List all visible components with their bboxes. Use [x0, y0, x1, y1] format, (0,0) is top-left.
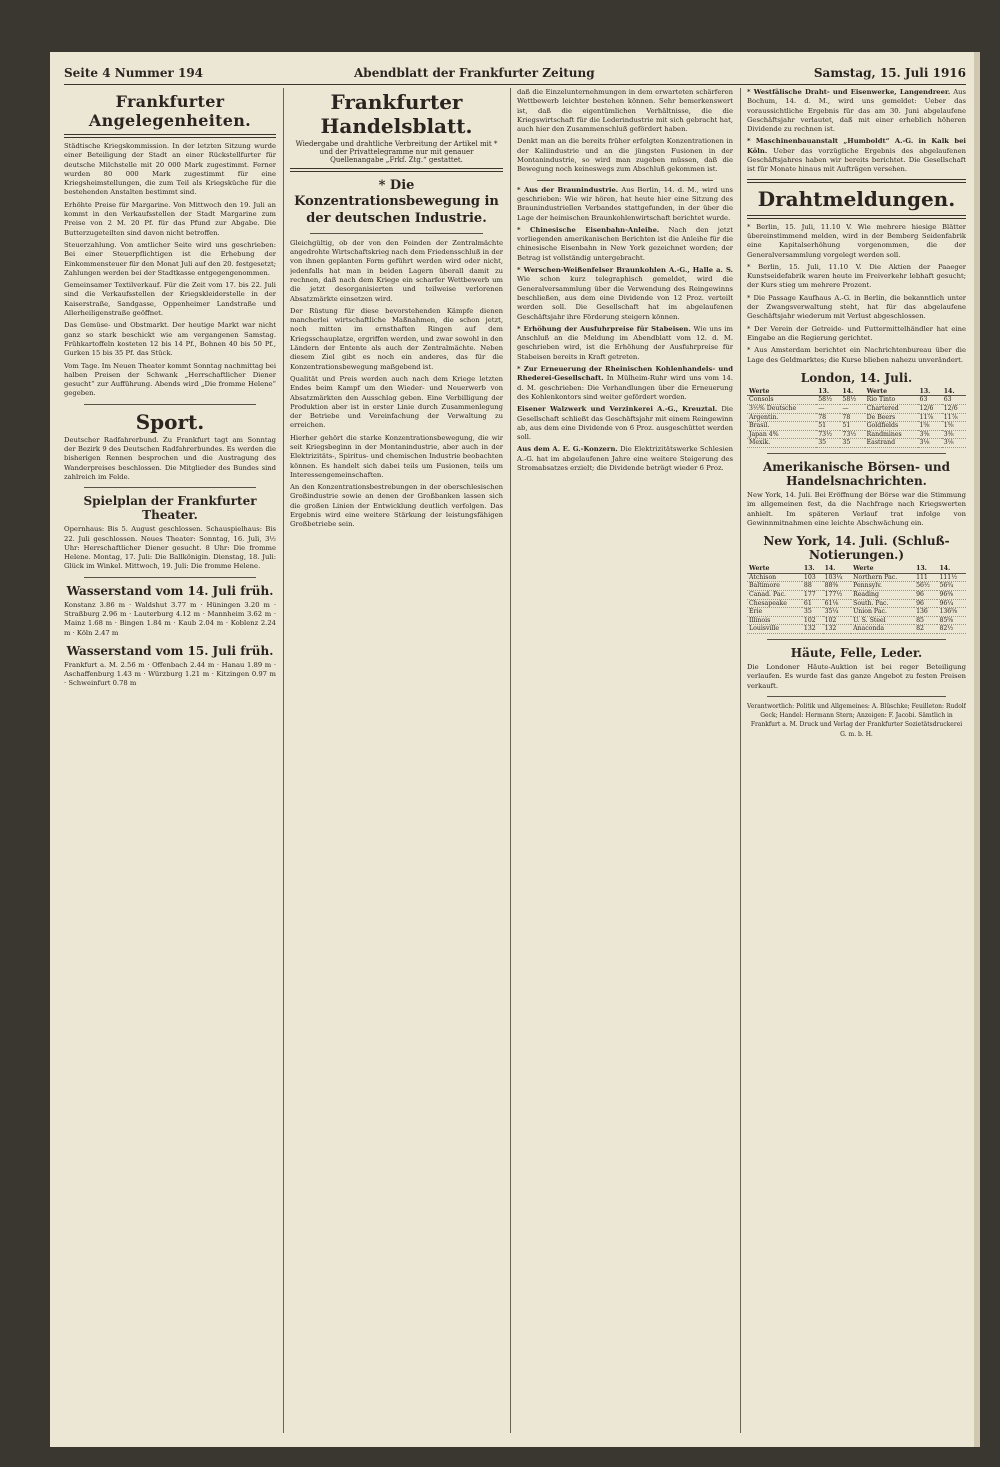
table-cell: 56¾ [937, 582, 966, 591]
table-cell: 177½ [823, 590, 852, 599]
table-row [747, 582, 966, 591]
london-market-table [747, 388, 966, 448]
table-cell: 73½ [816, 430, 840, 439]
table-cell: 58½ [816, 396, 840, 405]
notice-title: Aus dem A. E. G.-Konzern. [517, 445, 618, 454]
table-cell: 102 [823, 616, 852, 625]
table-cell: 136⅝ [937, 608, 966, 617]
column-business-notices [517, 88, 733, 1433]
table-cell: U. S. Steel [851, 616, 914, 625]
notice-title: * Chinesische Eisenbahn-Anleihe. [517, 225, 660, 234]
table-cell: 85⅝ [937, 616, 966, 625]
table-cell: 132 [802, 625, 823, 634]
notice-text: Aus Bochum, 14. d. M., wird uns gemeldet: Ueber das voraussichtliche Ergebnis für das am 30. Juni abgelaufene Geschäftsjahr verlautet, daß mit einer erheblich höheren Dividende zu rechnen ist. [747, 88, 966, 134]
table-cell: — [840, 405, 864, 414]
column-trade-paper [290, 88, 503, 1433]
article-paragraph: An den Konzentrationsbestrebungen in der oberschlesischen Großindustrie sowie an denen der Großbanken lassen sich die großen Linien der Entwicklung deutlich verfolgen. Das Ergebnis wird eine weitere Stärkung der leistungsfähigen Großbetriebe sein. [290, 483, 503, 529]
notice-text: Ueber das vorzügliche Ergebnis des abgelaufenen Geschäftsjahres haben wir bereits berichtet. Die Gesellschaft ist für Monate hinaus mit Aufträgen versehen. [747, 146, 966, 174]
column-telegrams-markets [747, 88, 966, 1433]
notice [517, 226, 733, 263]
table-row [747, 439, 966, 448]
table-cell: 35 [840, 439, 864, 448]
table-cell: Canad. Pac. [747, 590, 802, 599]
water-level-text: Konstanz 3.86 m · Waldshut 3.77 m · Hüningen 3.20 m · Straßburg 2.96 m · Lauterburg 4.12 m · Mannheim 3.62 m · Mainz 1.68 m · Bingen 1.84 m · Kaub 2.04 m · Koblenz 2.24 m · Köln 2.47 m [64, 600, 276, 637]
table-cell: Brasil. [747, 422, 816, 431]
table-cell: 103¼ [823, 573, 852, 582]
table-row [747, 590, 966, 599]
table-cell: 82 [914, 625, 937, 634]
separator [767, 639, 946, 640]
table-cell: Chesapeake [747, 599, 802, 608]
table-cell: Argentin. [747, 413, 816, 422]
separator [310, 233, 483, 234]
table-header-cell: 14. [840, 388, 864, 396]
table-cell: Baltimore [747, 582, 802, 591]
article-paragraph: Gleichgültig, ob der von den Feinden der Zentralmächte angedrohte Wirtschaftskrieg nach dem Friedensschluß in der von ihnen geplanten Form geführt werden wird oder nicht, jedenfalls hat man in beiden Lagern überall damit zu rechnen, daß nach dem Kriege ein scharfer Wettbewerb um die jetzt desorganisierten und teilweise verlorenen Absatzmärkte einsetzen wird. [290, 238, 503, 303]
telegram: * Berlin, 15. Juli, 11.10 V. Wie mehrere hiesige Blätter übereinstimmend melden, wird in der Bemberg Seidenfabrik eine Kapitalserhöhung vorgenommen, die der Generalversammlung vorgelegt werden soll. [747, 222, 966, 259]
column-local-news [64, 88, 276, 1433]
table-row [747, 625, 966, 634]
article-paragraph: Denkt man an die bereits früher erfolgten Konzentrationen in der Kaliindustrie und an die jüngsten Fusionen in der Montanindustrie, so wird man zugeben müssen, daß die Bewegung noch keineswegs zum Abschluß gekommen ist. [517, 137, 733, 174]
table-cell: 103 [802, 573, 823, 582]
table-row [747, 396, 966, 405]
table-cell: 12/6 [918, 405, 942, 414]
table-cell: 1⅝ [942, 422, 966, 431]
article-paragraph: Erhöhte Preise für Margarine. Von Mittwoch den 19. Juli an kommt in den Verkaufsstellen der Stadt Margarine zum Preise von 2 M. 20 Pf. für das Pfund zur Abgabe. Die Butterzugeteilten sind davon nicht betroffen. [64, 200, 276, 237]
table-row [747, 608, 966, 617]
table-header-cell: 13. [914, 565, 937, 573]
notice [517, 325, 733, 362]
table-cell: — [816, 405, 840, 414]
table-cell: 61 [802, 599, 823, 608]
sport-paragraph: Deutscher Radfahrerbund. Zu Frankfurt tagt am Sonntag der Bezirk 9 des Deutschen Radfahrerbundes. Es werden die bisherigen Rennen besprochen und die Austragung des Wanderpreises beschlossen. Die Mitglieder des Bundes sind zahlreich im Felde. [64, 435, 276, 481]
separator [767, 453, 946, 454]
table-cell: 136 [914, 608, 937, 617]
table-cell: 111½ [937, 573, 966, 582]
double-rule [747, 179, 966, 183]
telegrams-title: Drahtmeldungen. [757, 186, 956, 211]
table-cell: 102 [802, 616, 823, 625]
double-rule [747, 215, 966, 219]
table-cell: Pennsylv. [851, 582, 914, 591]
notice-text: Wie uns im Anschluß an die Meldung im Abendblatt vom 12. d. M. geschrieben wird, ist die Erhöhung der Ausfuhrpreise für Stabeisen bereits in Kraft getreten. [517, 324, 733, 361]
section-subtitle: Wiedergabe und drahtliche Verbreitung der Artikel mit * und der Privattelegramme nur mit genauer Quellenangabe „Frkf. Ztg.“ gestattet. [295, 140, 498, 164]
notice-text: In Mülheim-Ruhr wird uns vom 14. d. M. geschrieben: Die Verhandlungen über die Erneuerung des Kohlenkontors sind weiter gefördert worden. [517, 374, 733, 401]
notice-text: Nach den jetzt vorliegenden amerikanischen Berichten ist die Anleihe für die chinesische Eisenbahn in New York gezeichnet worden; der Betrag ist vollständig untergebracht. [517, 225, 733, 262]
section-title: Frankfurter Angelegenheiten. [88, 92, 252, 130]
table-cell: Japan 4% [747, 430, 816, 439]
table-cell: 3½% Deutsche [747, 405, 816, 414]
notice [517, 405, 733, 442]
table-header-cell: 13. [816, 388, 840, 396]
notice-text: Die Gesellschaft schließt das Geschäftsjahr mit einem Reingewinn ab, aus dem eine Dividende von 6 Proz. ausgeschüttet werden soll. [517, 405, 733, 442]
article-paragraph: Qualität und Preis werden auch nach dem Kriege letzten Endes beim Kampf um den Wieder- und Neuerwerb von Absatzmärkten den Ausschlag geben. Eine Verbilligung der Produktion aber ist in erster Linie durch Zusammenlegung der Betriebe und Vereinfachung der Verwaltung zu erreichen. [290, 374, 503, 430]
table-cell: 177 [802, 590, 823, 599]
notice [517, 266, 733, 322]
table-cell: 132 [823, 625, 852, 634]
table-cell: 96¼ [937, 599, 966, 608]
table-cell: Northern Pac. [851, 573, 914, 582]
table-cell: 3⅜ [918, 430, 942, 439]
notice-text: Die Elektrizitätswerke Schlesien A.-G. hat im abgelaufenen Jahre eine weitere Steigerung des Stromabsatzes erzielt; die Dividende beträgt wieder 6 Proz. [517, 445, 733, 472]
american-title: Amerikanische Börsen- und Handelsnachrichten. [762, 459, 951, 488]
table-cell: Union Pac. [851, 608, 914, 617]
theater-paragraph: Opernhaus: Bis 5. August geschlossen. Schauspielhaus: Bis 22. Juli geschlossen. Neues Theater: Sonntag, 16. Juli, 3½ Uhr: Herrschaftlicher Diener gesucht. 8 Uhr: Die fromme Helene. Montag, 17. Juli: Die Ballkönigin. Dienstag, 18. Juli: Glück im Winkel. Mittwoch, 19. Juli: Die fromme Helene. [64, 525, 276, 571]
separator [84, 404, 256, 405]
notice-title: * Erhöhung der Ausfuhrpreise für Stabeisen. [517, 324, 691, 333]
section-title: Frankfurter Handelsblatt. [320, 90, 473, 138]
table-cell: Reading [851, 590, 914, 599]
table-cell: De Beers [865, 413, 918, 422]
notice [517, 186, 733, 223]
table-cell: 35 [802, 608, 823, 617]
table-cell: Randmines [865, 430, 918, 439]
table-cell: Atchison [747, 573, 802, 582]
table-cell: Anaconda [851, 625, 914, 634]
table-cell: Eastrand [865, 439, 918, 448]
notice-title: * Maschinenbauanstalt „Humboldt“ A.-G. in Kalk bei Köln. [747, 137, 966, 155]
article-paragraph: Städtische Kriegskommission. In der letzten Sitzung wurde einer Beteiligung der Stadt an einer Rückstellfurter für deutsche Milchstelle mit 20 000 Mark zugestimmt. Ferner wurden 80 000 Mark zugestimmt für eine Kriegsheimstellungen, die zum Teil als Kriegsküche für die bestehenden Anstalten bestimmt sind. [64, 142, 276, 197]
table-header-cell: Werte [865, 388, 918, 396]
article-paragraph: Vom Tage. Im Neuen Theater kommt Sonntag nachmittag bei halben Preisen der Schwank „Herrschaftlicher Diener gesucht“ zur Aufführung. Abends wird „Die fromme Helene“ gegeben. [64, 361, 276, 398]
notice [517, 365, 733, 402]
table-cell: 56½ [914, 582, 937, 591]
table-cell: 78 [840, 413, 864, 422]
table-cell: 12/6 [942, 405, 966, 414]
table-cell: 58½ [840, 396, 864, 405]
table-cell: Goldfields [865, 422, 918, 431]
table-cell: 82½ [937, 625, 966, 634]
article-paragraph: Gemeinsamer Textilverkauf. Für die Zeit vom 17. bis 22. Juli sind die Verkaufsstellen der Kriegskleiderstelle in der Kaiserstraße, Sandgasse, Oppenheimer Landstraße und Allerheiligenstraße geöffnet. [64, 281, 276, 318]
table-header-row [747, 388, 966, 396]
article-paragraph: daß die Einzelunternehmungen in dem erwarteten schärferen Wettbewerb leichter bestehen können. Sehr bemerkenswert ist, daß die eigentümlichen Verhältnisse, die die Kriegswirtschaft für die Lederindustrie mit sich gebracht hat, auch hier den Zusammenschluß gefördert haben. [517, 88, 733, 134]
table-cell: 11⅞ [918, 413, 942, 422]
column-divider [740, 88, 741, 1433]
notice-text: Aus Berlin, 14. d. M., wird uns geschrieben: Wie wir hören, hat heute hier eine Sitzung des Braunindustriellen Verbandes stattgefunden, in der über die Lage der heimischen Braunkohlenwirtschaft berichtet wurde. [517, 185, 733, 222]
table-header-cell: 14. [942, 388, 966, 396]
table-header-cell: Werte [747, 565, 802, 573]
separator [767, 696, 946, 697]
page-header [64, 62, 966, 86]
column-divider [510, 88, 511, 1433]
table-cell: 3⅛ [942, 439, 966, 448]
article-paragraph: Hierher gehört die starke Konzentrationsbewegung, die wir seit Kriegsbeginn in der Montanindustrie, aber auch in der Elektrizitäts-, Spiritus- und chemischen Industrie beobachten können. Es handelt sich dabei teils um Fusionen, teils um Interessengemeinschaften. [290, 433, 503, 479]
double-rule [290, 168, 503, 172]
table-cell: Mexik. [747, 439, 816, 448]
telegram: * Der Verein der Getreide- und Futtermittelhändler hat eine Eingabe an die Regierung gerichtet. [747, 324, 966, 342]
table-cell: Illinois [747, 616, 802, 625]
table-cell: 96⅜ [937, 590, 966, 599]
table-header-cell: Werte [747, 388, 816, 396]
theater-title: Spielplan der Frankfurter Theater. [83, 494, 257, 523]
table-row [747, 405, 966, 414]
table-cell: 63 [942, 396, 966, 405]
table-row [747, 616, 966, 625]
table-header-cell: 14. [823, 565, 852, 573]
table-cell: Rio Tinto [865, 396, 918, 405]
water-level-text: Frankfurt a. M. 2.56 m · Offenbach 2.44 m · Hanau 1.89 m · Aschaffenburg 1.43 m · Würzburg 1.21 m · Kitzingen 0.97 m · Schweinfurt 0.78 m [64, 660, 276, 688]
table-cell: 61⅛ [823, 599, 852, 608]
table-row [747, 430, 966, 439]
masthead: Abendblatt der Frankfurter Zeitung [354, 66, 595, 80]
separator [537, 180, 713, 181]
table-cell: 35 [816, 439, 840, 448]
column-divider [283, 88, 284, 1433]
table-cell: 3⅜ [942, 430, 966, 439]
double-rule [64, 134, 276, 138]
table-row [747, 599, 966, 608]
telegram: * Die Passage Kaufhaus A.-G. in Berlin, die bekanntlich unter der Zwangsverwaltung steht, hat für das abgelaufene Geschäftsjahr wiederum mit Verlust abgeschlossen. [747, 293, 966, 321]
table-cell: 51 [816, 422, 840, 431]
newspaper-page [50, 52, 980, 1447]
table-cell: Chartered [865, 405, 918, 414]
table-cell: 51 [840, 422, 864, 431]
american-paragraph: New York, 14. Juli. Bei Eröffnung der Börse war die Stimmung im allgemeinen fest, da die Nachfrage nach Kriegswerten anhielt. Im späteren Verlauf trat infolge von Gewinnmitnahmen eine leichte Abschwächung ein. [747, 490, 966, 527]
sport-title: Sport. [135, 409, 205, 434]
notice-title: * Werschen-Weißenfelser Braunkohlen A.-G., Halle a. S. [517, 266, 733, 275]
table-header-cell: Werte [851, 565, 914, 573]
notice-title: * Aus der Braunindustrie. [517, 185, 619, 194]
leather-title: Häute, Felle, Leder. [790, 645, 923, 660]
market-title: London, 14. Juli. [800, 370, 913, 385]
table-cell: 35¼ [823, 608, 852, 617]
notice-title: * Zur Erneuerung der Rheinischen Kohlenhandels- und Rhederei-Gesellschaft. [517, 365, 733, 383]
notice [747, 137, 966, 174]
article-paragraph: Steuerzahlung. Von amtlicher Seite wird uns geschrieben: Bei einer Steuerpflichtigen ist die Erhebung der Einkommensteuer für den Monat Juli auf den 20. festgesetzt; Zahlungen werden bei der Stadtkasse entgegengenommen. [64, 240, 276, 277]
table-header-row [747, 565, 966, 573]
article-paragraph: Das Gemüse- und Obstmarkt. Der heutige Markt war nicht ganz so stark beschickt wie am vergangenen Samstag. Frühkartoffeln kosteten 12 bis 14 Pf., Bohnen 40 bis 50 Pf., Gurken 15 bis 35 Pf. das Stück. [64, 321, 276, 358]
table-row [747, 573, 966, 582]
leather-paragraph: Die Londoner Häute-Auktion ist bei reger Beteiligung verlaufen. Es wurde fast das ganze Angebot zu festen Preisen verkauft. [747, 662, 966, 690]
article-title: * Die Konzentrationsbewegung in der deutschen Industrie. [294, 178, 499, 226]
new-york-market-table [747, 565, 966, 634]
telegram: * Aus Amsterdam berichtet ein Nachrichtenbureau über die Lage des Geldmarktes; die Kurse blieben nahezu unverändert. [747, 346, 966, 364]
notice-title: * Westfälische Draht- und Eisenwerke, Langendreer. [747, 88, 951, 96]
page-number: Seite 4 Nummer 194 [64, 66, 204, 80]
table-cell: 88 [802, 582, 823, 591]
table-header-cell: 13. [918, 388, 942, 396]
table-cell: 63 [918, 396, 942, 405]
separator [84, 487, 256, 488]
table-cell: 96 [914, 590, 937, 599]
table-cell: South. Pac. [851, 599, 914, 608]
imprint: Verantwortlich: Politik und Allgemeines: A. Blüschke; Feuilleton: Rudolf Geck; Handel: Hermann Stern; Anzeigen: F. Jacobi. Sämtlich in Frankfurt a. M. Druck und Verlag der Frankfurter Sozietätsdruckerei G. m. b. H. [747, 702, 966, 738]
table-cell: 96 [914, 599, 937, 608]
notice [747, 88, 966, 134]
table-cell: Erie [747, 608, 802, 617]
separator [84, 577, 256, 578]
table-cell: 1⅝ [918, 422, 942, 431]
table-header-cell: 13. [802, 565, 823, 573]
table-cell: 111 [914, 573, 937, 582]
article-paragraph: Der Rüstung für diese bevorstehenden Kämpfe dienen mancherlei wirtschaftliche Maßnahmen, die schon jetzt, noch mitten im ernsthaften Ringen auf dem Kriegsschauplatze, ergriffen werden, und zwar sowohl in den Ländern der Entente als auch der Zentralmächte. Neben diesem Ziel gibt es noch ein anderes, das für die Konzentrationsbewegung maßgebend ist. [290, 306, 503, 371]
water-level-title: Wasserstand vom 15. Juli früh. [66, 643, 274, 658]
telegram: * Berlin, 15. Juli, 11.10 V. Die Aktien der Paaeger Kunstseidefabrik waren heute im Freiverkehr lebhaft gesucht; der Kurs stieg um mehrere Prozent. [747, 262, 966, 290]
table-cell: 88⅜ [823, 582, 852, 591]
table-header-cell: 14. [937, 565, 966, 573]
issue-date: Samstag, 15. Juli 1916 [813, 66, 966, 80]
table-cell: Louisville [747, 625, 802, 634]
ny-market-title: New York, 14. Juli. (Schluß-Notierungen.) [763, 534, 950, 563]
table-cell: 11⅞ [942, 413, 966, 422]
header-rule [64, 84, 966, 85]
notice-title: Eisener Walzwerk und Verzinkerei A.-G., Kreuztal. [517, 405, 718, 414]
table-cell: 3⅛ [918, 439, 942, 448]
table-cell: 78 [816, 413, 840, 422]
notice [517, 445, 733, 473]
table-row [747, 422, 966, 431]
notice-text: Wie schon kurz telegraphisch gemeldet, wird die Generalversammlung über die Verwendung des Reingewinns beschließen, aus dem eine Dividende von 12 Proz. verteilt werden soll. Die Gesellschaft hat im abgelaufenen Geschäftsjahr ihre Förderung steigern können. [517, 275, 733, 321]
page-edge-shadow [974, 52, 980, 1447]
table-row [747, 413, 966, 422]
table-cell: 73½ [840, 430, 864, 439]
water-level-title: Wasserstand vom 14. Juli früh. [66, 583, 274, 598]
table-cell: Consols [747, 396, 816, 405]
table-cell: 85 [914, 616, 937, 625]
